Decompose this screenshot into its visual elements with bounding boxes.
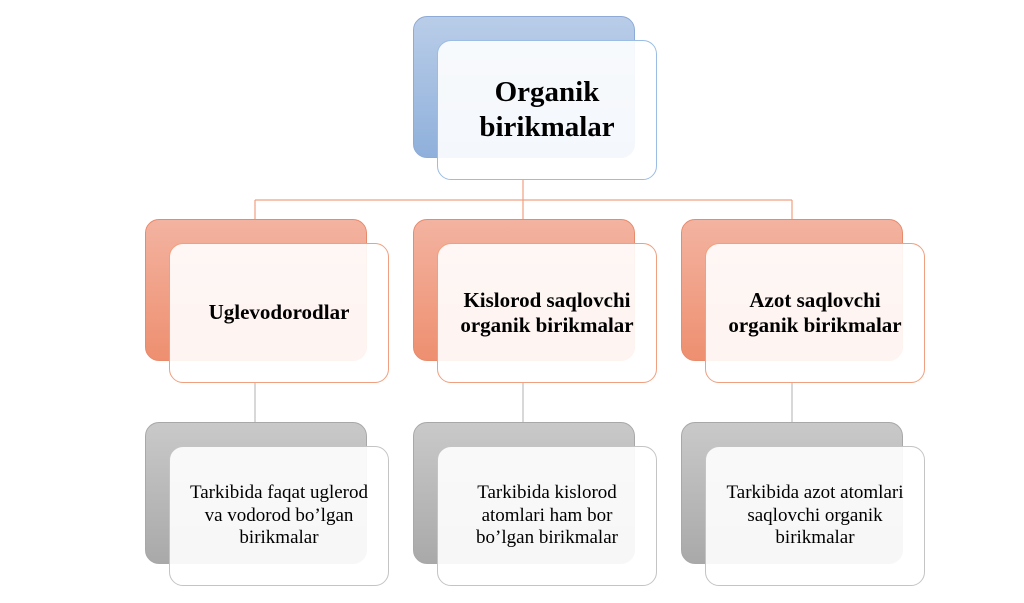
- root-node-label: Organik birikmalar: [479, 76, 615, 143]
- description-node-text: Tarkibida kislorod atomlari ham bor bo’lgan birikmalar: [476, 481, 618, 549]
- category-node-label: Kislorod saqlovchi organik birikmalar: [460, 287, 634, 337]
- root-node-box: [437, 40, 657, 180]
- category-node-box: [437, 243, 657, 383]
- description-node-box: [169, 446, 389, 586]
- category-node-label: Azot saqlovchi organik birikmalar: [728, 287, 902, 337]
- category-node-box: [705, 243, 925, 383]
- description-node-text: Tarkibida azot atomlari saqlovchi organik birikmalar: [726, 481, 904, 549]
- description-node-text: Tarkibida faqat uglerod va vodorod bo’lgan birikmalar: [189, 481, 369, 549]
- description-node-box: [437, 446, 657, 586]
- category-node-box: [169, 243, 389, 383]
- category-node-label: Uglevodorodlar: [208, 300, 350, 325]
- description-node-box: [705, 446, 925, 586]
